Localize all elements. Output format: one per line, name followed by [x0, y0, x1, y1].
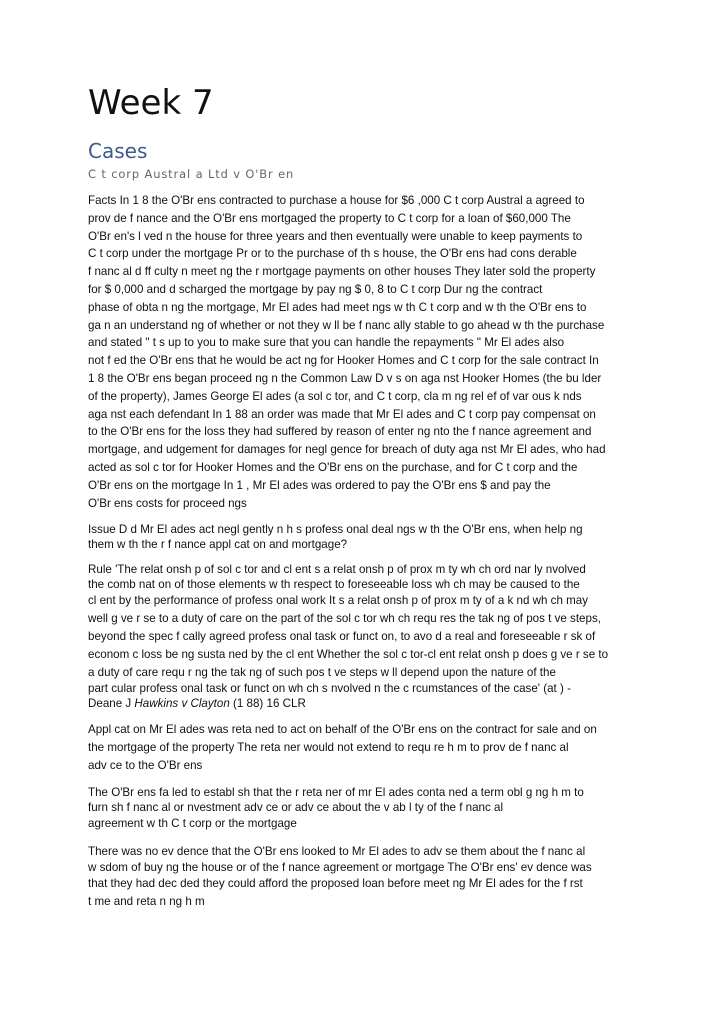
- text-line: O'Br en's l ved n the house for three years and then eventually were unable to keep payments to: [88, 229, 583, 243]
- text-line: to the O'Br ens for the loss they had suffered by reason of enter ng nto the f nance agreement and: [88, 425, 592, 439]
- page-title: Week 7: [88, 83, 214, 123]
- text-line: w sdom of buy ng the house or of the f nance agreement or mortgage The O'Br ens' ev dence was: [88, 861, 592, 875]
- text-line: the mortgage of the property The reta ner would not extend to requ re h m to prov de f nanc al: [88, 741, 569, 755]
- text-line: acted as sol c tor for Hooker Homes and the O'Br ens on the purchase, and for C t corp and the: [88, 460, 578, 474]
- text-line: aga nst each defendant In 1 88 an order was made that Mr El ades and C t corp pay compensat on: [88, 407, 596, 421]
- facts-paragraph: [88, 192, 638, 512]
- rule-paragraph: [88, 562, 638, 711]
- text-line: Rule 'The relat onsh p of sol c tor and cl ent s a relat onsh p of prox m ty wh ch ord nar ly nvolved: [88, 563, 586, 577]
- text-line: O'Br ens on the mortgage In 1 , Mr El ades was ordered to pay the O'Br ens $ and pay the: [88, 478, 551, 492]
- text-line: The O'Br ens fa led to establ sh that the r reta ner of mr El ades conta ned a term obl g ng h m to: [88, 785, 584, 799]
- text-line: Facts In 1 8 the O'Br ens contracted to purchase a house for $6 ,000 C t corp Austral a agreed to: [88, 194, 585, 207]
- retainer-paragraph: [88, 785, 638, 833]
- citation-suffix: (1 88) 16 CLR: [229, 697, 306, 711]
- text-line: Appl cat on Mr El ades was reta ned to act on behalf of the O'Br ens on the contract for sale and on: [88, 723, 597, 737]
- text-line: cl ent by the performance of profess onal work It s a relat onsh p of prox m ty of a k nd wh ch may: [88, 594, 589, 608]
- text-line: not f ed the O'Br ens that he would be act ng for Hooker Homes and C t corp for the sale contract In: [88, 354, 599, 368]
- text-line: and stated " t s up to you to make sure that you can handle the repayments " Mr El ades also: [88, 336, 565, 350]
- text-line: prov de f nance and the O'Br ens mortgaged the property to C t corp for a loan of $60,000 The: [88, 211, 571, 225]
- text-line: phase of obta n ng the mortgage, Mr El ades had meet ngs w th C t corp and w th the O'Br ens to: [88, 300, 587, 314]
- text-line: There was no ev dence that the O'Br ens looked to Mr El ades to adv se them about the f nanc al: [88, 844, 586, 858]
- text-line: a duty of care requ r ng the tak ng of such pos t ve steps w ll depend upon the nature of the: [88, 665, 556, 679]
- citation-line: [88, 696, 638, 711]
- text-line: ga n an understand ng of whether or not they w ll be f nanc ally stable to go ahead w th the purchase: [88, 318, 605, 332]
- text-line: them w th the r f nance appl cat on and mortgage?: [88, 538, 348, 552]
- text-line: O'Br ens costs for proceed ngs: [88, 496, 247, 510]
- text-line: part cular profess onal task or funct on wh ch s nvolved n the c rcumstances of the case' (at ) -: [88, 682, 571, 696]
- text-line: adv ce to the O'Br ens: [88, 758, 203, 772]
- text-line: that they had dec ded they could afford the proposed loan before meet ng Mr El ades for the f rst: [88, 877, 583, 891]
- text-line: of the property), James George El ades (a sol c tor, and C t corp, cla m ng rel ef of var ous k nds: [88, 389, 582, 403]
- text-line: Issue D d Mr El ades act negl gently n h s profess onal deal ngs w th the O'Br ens, when help ng: [88, 523, 583, 537]
- text-line: econom c loss be ng susta ned by the cl ent Whether the sol c tor-cl ent relat onsh p does g ve r se to: [88, 647, 609, 661]
- text-line: C t corp under the mortgage Pr or to the purchase of th s house, the O'Br ens had cons derable: [88, 247, 577, 261]
- text-line: furn sh f nanc al or nvestment adv ce or adv ce about the v ab l ty of the f nanc al: [88, 800, 504, 814]
- text-line: 1 8 the O'Br ens began proceed ng n the Common Law D v s on aga nst Hooker Homes (the bu lder: [88, 371, 602, 385]
- document-page: [88, 80, 638, 921]
- text-line: for $ 0,000 and d scharged the mortgage by pay ng $ 0, 8 to C t corp Dur ng the contract: [88, 282, 543, 296]
- text-line: t me and reta n ng h m: [88, 895, 205, 909]
- text-line: the comb nat on of those elements w th respect to foreseeable loss wh ch may be caused to the: [88, 578, 580, 592]
- evidence-paragraph: [88, 843, 638, 911]
- section-heading: Cases: [88, 139, 148, 163]
- text-line: f nanc al d ff culty n meet ng the r mortgage payments on other houses They later sold the property: [88, 265, 596, 279]
- application-paragraph: [88, 721, 638, 774]
- text-line: agreement w th C t corp or the mortgage: [88, 816, 297, 830]
- case-name: C t corp Austral a Ltd v O'Br en: [88, 167, 295, 181]
- text-line: well g ve r se to a duty of care on the part of the sol c tor wh ch requ res the tak ng of pos t ve steps,: [88, 612, 601, 626]
- issue-paragraph: [88, 522, 638, 552]
- citation-case: Hawkins v Clayton: [134, 697, 230, 711]
- text-line: beyond the spec f cally agreed profess onal task or funct on, to avo d a real and foreseeable r sk of: [88, 629, 596, 643]
- citation-prefix: Deane J: [88, 697, 135, 711]
- text-line: mortgage, and udgement for damages for negl gence for breach of duty aga nst Mr El ades, who had: [88, 443, 606, 457]
